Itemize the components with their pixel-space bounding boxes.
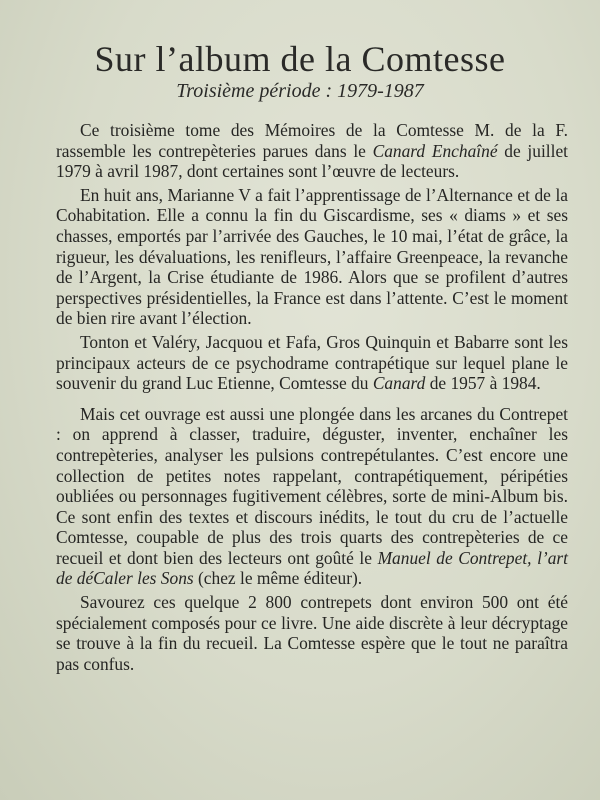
paragraph-3	[56, 332, 568, 394]
paragraph-3-italic: Canard	[372, 373, 426, 394]
paragraph-1-italic: Canard Enchaîné	[372, 140, 498, 161]
paragraph-4	[56, 404, 568, 589]
paragraph-3-text-a: Tonton et Valéry, Jacquou et Fafa, Gros Quinquin et Babarre sont les principaux acteurs de ce psychodrame contrapétique sur lequel plane le souvenir du grand Luc Etienne, Comtesse du	[56, 331, 568, 394]
page-title: Sur l’album de la Comtesse	[94, 39, 506, 79]
paragraph-1-text-a: Ce troisième tome des Mémoires de la Comtesse M. de la F. rassemble les contrepèteries parues dans le	[56, 120, 568, 161]
body-text	[56, 120, 568, 674]
paragraph-5: Savourez ces quelque 2 800 contrepets dont environ 500 ont été spécialement composés pour ce livre. Une aide discrète à leur décryptage se trouve à la fin du recueil. La Comtesse espère que le tout ne paraîtra pas confus.	[56, 592, 568, 674]
paragraph-3-text-c: de 1957 à 1984.	[425, 373, 541, 394]
paragraph-1	[56, 120, 568, 182]
paragraph-4-text-a: Mais cet ouvrage est aussi une plongée dans les arcanes du Contrepet : on apprend à classer, traduire, déguster, inventer, enchaîner les contrepèteries, analyser les pulsions contrepétulantes. C’est encore une collection de petites notes rappelant, contrapétiquement, péripéties oubliées ou personnages fugitivement célèbres, sorte de mini-Album bis. Ce sont enfin des textes et discours inédits, le tout du cru de l’actuelle Comtesse, coupable de plus des trois quarts des contrepèteries de ce recueil et dont bien des lecteurs ont goûté le	[56, 403, 568, 568]
paragraph-4-italic: Manuel de Contrepet, l’art de déCaler les Sons	[56, 547, 568, 589]
paragraph-1-text-c: de juillet 1979 à avril 1987, dont certaines sont l’œuvre de lecteurs.	[56, 140, 569, 182]
paragraph-2: En huit ans, Marianne V a fait l’apprentissage de l’Alternance et de la Cohabitation. Elle a connu la fin du Giscardisme, ses « diams » et ses chasses, emportés par l’arrivée des Gauches, le 10 mai, l’état de grâce, la rigueur, les dévaluations, les renifleurs, l’affaire Greenpeace, la revanche de l’Argent, la Crise étudiante de 1986. Alors que se profilent d’autres perspectives présidentielles, la France est dans l’attente. C’est le moment de bien rire avant l’élection.	[56, 184, 568, 329]
paragraph-4-text-c: (chez le même éditeur).	[193, 568, 363, 589]
page-subtitle: Troisième période : 1979-1987	[176, 80, 424, 102]
